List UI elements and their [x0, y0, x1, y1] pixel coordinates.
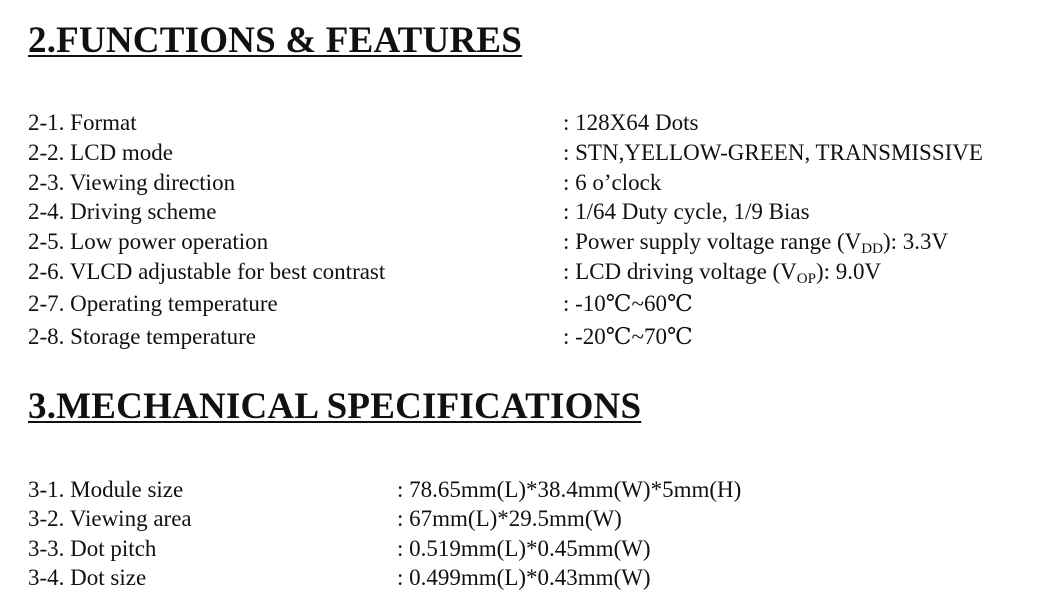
spec-label: 3-3. Dot pitch	[28, 536, 157, 561]
spec-value: : 0.499mm(L)*0.43mm(W)	[397, 565, 651, 590]
spec-value: : 1/64 Duty cycle, 1/9 Bias	[563, 199, 810, 224]
spec-value: : 0.519mm(L)*0.45mm(W)	[397, 536, 651, 561]
spec-value: : 6 o’clock	[563, 170, 662, 195]
spec-label: 2-7. Operating temperature	[28, 291, 278, 316]
spec-value: : STN,YELLOW-GREEN, TRANSMISSIVE	[563, 140, 983, 165]
spec-label: 2-2. LCD mode	[28, 140, 174, 165]
spec-value: : -10℃~60℃	[563, 291, 693, 316]
spec-label: 2-8. Storage temperature	[28, 324, 256, 349]
spec-label: 3-4. Dot size	[28, 565, 147, 590]
spec-label: 2-6. VLCD adjustable for best contrast	[28, 259, 386, 284]
spec-label: 2-4. Driving scheme	[28, 199, 217, 224]
section-heading-functions-features: 2.FUNCTIONS & FEATURES	[28, 20, 523, 61]
spec-value: : -20℃~70℃	[563, 324, 693, 349]
spec-value: : 78.65mm(L)*38.4mm(W)*5mm(H)	[397, 477, 742, 502]
spec-label: 2-5. Low power operation	[28, 229, 269, 254]
spec-label: 3-2. Viewing area	[28, 506, 192, 531]
spec-value: : Power supply voltage range $(V_{DD})$: 3.3V	[563, 229, 949, 257]
spec-value: : 128X64 Dots	[563, 110, 699, 135]
spec-value: : LCD driving voltage $(V_{OP})$: 9.0V	[563, 259, 882, 287]
section-heading-mechanical-specifications: 3.MECHANICAL SPECIFICATIONS	[28, 386, 642, 427]
spec-label: 2-3. Viewing direction	[28, 170, 236, 195]
spec-label: 3-1. Module size	[28, 477, 184, 502]
spec-value: : 67mm(L)*29.5mm(W)	[397, 506, 622, 531]
spec-label: 2-1. Format	[28, 110, 137, 135]
